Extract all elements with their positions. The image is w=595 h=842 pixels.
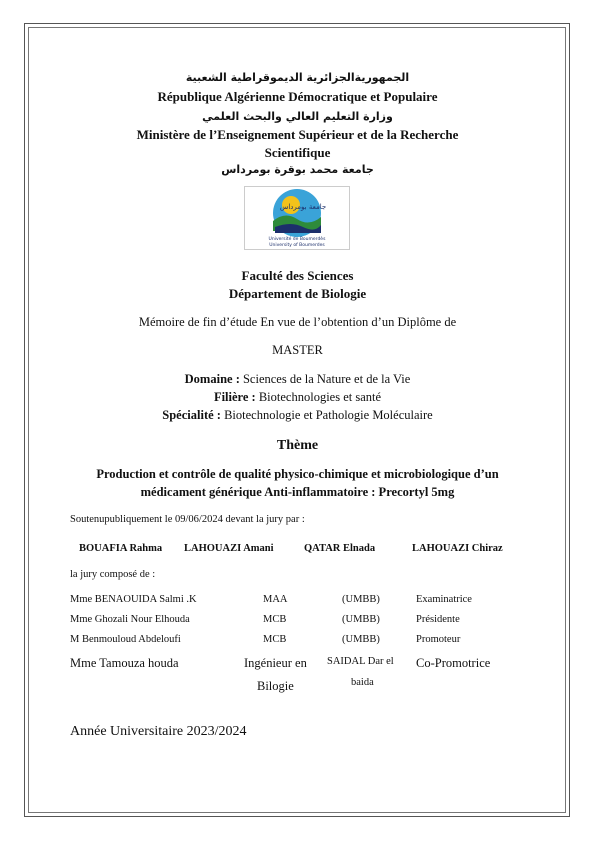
arabic-republic-title: الجمهوريةالجزائرية الديموقراطية الشعبية bbox=[185, 71, 410, 84]
diploma-name: MASTER bbox=[272, 343, 323, 357]
jury-member-name: Mme Tamouza houda bbox=[70, 656, 179, 670]
filiere-label: Filière : bbox=[213, 390, 256, 404]
logo-caption-line1: Université de Boumerdès bbox=[268, 237, 326, 242]
specialite-value: Biotechnologie et Pathologie Moléculaire bbox=[220, 408, 433, 422]
specialite-label: Spécialité : bbox=[162, 408, 221, 422]
jury-member-name: Mme BENAOUIDA Salmi .K bbox=[70, 594, 197, 605]
logo-arabic-text: جامعة بومرداس bbox=[279, 203, 327, 211]
thesis-title-line2: médicament générique Anti-inflammatoire : Precortyl 5mg bbox=[140, 485, 455, 499]
domaine-value: Sciences de la Nature et de la Vie bbox=[239, 372, 411, 386]
theme-heading: Thème bbox=[276, 438, 319, 453]
logo-caption-line2: University of Boumerdes bbox=[269, 243, 325, 248]
jury-member-name: M Benmouloud Abdeloufi bbox=[70, 634, 181, 645]
academic-year: Année Universitaire 2023/2024 bbox=[70, 724, 247, 739]
jury-member-grade-line2: Bilogie bbox=[257, 679, 294, 693]
student-name: QATAR Elnada bbox=[304, 543, 376, 554]
jury-member-name: Mme Ghozali Nour Elhouda bbox=[70, 614, 190, 625]
jury-member-role: Examinatrice bbox=[416, 594, 472, 605]
student-name: LAHOUAZI Chiraz bbox=[412, 543, 503, 554]
ministry-title-line1: Ministère de l’Enseignement Supérieur et de la Recherche bbox=[136, 127, 459, 142]
jury-member-institution: (UMBB) bbox=[342, 614, 380, 625]
arabic-university-title: جامعة محمد بوقرة بومرداس bbox=[221, 163, 374, 176]
student-name: LAHOUAZI Amani bbox=[184, 543, 274, 554]
filiere-value: Biotechnologies et santé bbox=[255, 390, 382, 404]
thesis-title-line1: Production et contrôle de qualité physico-chimique et microbiologique d’un bbox=[96, 467, 499, 481]
jury-member-institution-line2: baida bbox=[351, 677, 374, 688]
specialite-line bbox=[0, 408, 595, 423]
arabic-ministry-title: وزارة التعليم العالي والبحث العلمي bbox=[202, 110, 393, 123]
jury-member-grade-line1: Ingénieur en bbox=[244, 656, 307, 670]
republic-title: République Algérienne Démocratique et Populaire bbox=[157, 89, 438, 104]
jury-member-grade: MCB bbox=[263, 634, 287, 645]
filiere-line bbox=[0, 390, 595, 405]
domaine-label: Domaine : bbox=[184, 372, 240, 386]
department-name: Département de Biologie bbox=[228, 286, 367, 301]
university-logo-icon bbox=[245, 187, 349, 249]
jury-member-institution-line1: SAIDAL Dar el bbox=[327, 656, 394, 667]
memoire-statement: Mémoire de fin d’étude En vue de l’obtention d’un Diplôme de bbox=[138, 315, 457, 329]
jury-member-role: Co-Promotrice bbox=[416, 656, 491, 670]
jury-member-institution: (UMBB) bbox=[342, 634, 380, 645]
jury-intro: la jury composé de : bbox=[70, 569, 156, 580]
faculty-name: Faculté des Sciences bbox=[241, 268, 354, 283]
student-name: BOUAFIA Rahma bbox=[79, 543, 163, 554]
ministry-title-line2: Scientifique bbox=[264, 145, 331, 160]
jury-member-grade: MAA bbox=[263, 594, 288, 605]
jury-member-institution: (UMBB) bbox=[342, 594, 380, 605]
jury-member-role: Présidente bbox=[416, 614, 460, 625]
defense-statement: Soutenupubliquement le 09/06/2024 devant la jury par : bbox=[70, 514, 305, 525]
domaine-line bbox=[0, 372, 595, 387]
university-logo bbox=[244, 186, 350, 250]
jury-member-role: Promoteur bbox=[416, 634, 461, 645]
jury-member-grade: MCB bbox=[263, 614, 287, 625]
